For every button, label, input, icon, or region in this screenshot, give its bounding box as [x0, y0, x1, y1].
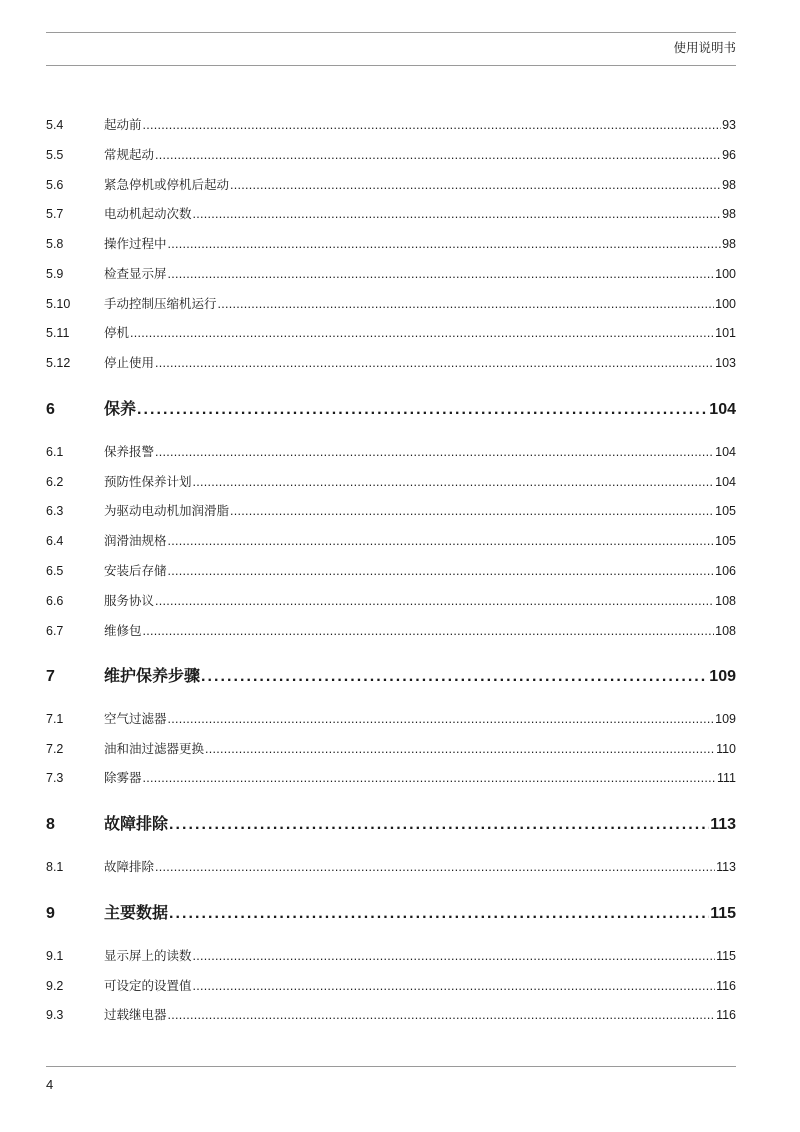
toc-entry-number: 5.7: [46, 207, 64, 221]
toc-entry-number: 6.1: [46, 445, 64, 459]
toc-entry-number: 5.10: [46, 297, 71, 311]
dot-leader: [168, 267, 715, 281]
dot-leader: [155, 445, 714, 459]
toc-entry-title: 手动控制压缩机运行: [104, 297, 217, 311]
toc-entry-page: 110: [716, 742, 736, 756]
toc-entry[interactable]: [46, 115, 736, 133]
toc-chapter-page: 113: [710, 816, 736, 833]
toc-entry[interactable]: [46, 946, 736, 964]
toc-entry-title: 过载继电器: [104, 1008, 167, 1022]
toc-entry[interactable]: [46, 442, 736, 460]
toc-chapter-page: 104: [709, 401, 736, 418]
toc-entry-number: 5.8: [46, 237, 64, 251]
toc-chapter-title: 维护保养步骤: [104, 668, 201, 685]
toc-entry-title: 维修包: [104, 624, 142, 638]
toc-entry[interactable]: [46, 472, 736, 490]
dot-leader: [169, 816, 709, 834]
toc-entry[interactable]: [46, 561, 736, 579]
toc-entry-page: 98: [722, 237, 736, 251]
dot-leader: [143, 771, 716, 785]
toc-entry-title: 可设定的设置值: [104, 979, 192, 993]
toc-entry[interactable]: [46, 234, 736, 252]
dot-leader: [168, 712, 715, 726]
toc-entry[interactable]: [46, 501, 736, 519]
toc-entry[interactable]: [46, 621, 736, 639]
toc-entry-title: 显示屏上的读数: [104, 949, 192, 963]
dot-leader: [155, 860, 715, 874]
dot-leader: [193, 207, 722, 221]
toc-entry-page: 98: [722, 178, 736, 192]
toc-entry-title: 紧急停机或停机后起动: [104, 178, 230, 192]
toc-entry-number: 9.2: [46, 979, 64, 993]
toc-entry-title: 服务协议: [104, 594, 155, 608]
toc-entry-title: 故障排除: [104, 860, 155, 874]
toc-entry-title: 停机: [104, 326, 130, 340]
toc-chapter[interactable]: [46, 663, 736, 685]
toc-entry-title: 操作过程中: [104, 237, 167, 251]
dot-leader: [168, 564, 715, 578]
toc-entry-page: 116: [716, 979, 736, 993]
toc-entry[interactable]: [46, 294, 736, 312]
toc-chapter-title: 故障排除: [104, 816, 169, 833]
header-rule-bottom: [46, 65, 736, 66]
toc-entry-number: 7.2: [46, 742, 64, 756]
toc-entry[interactable]: [46, 264, 736, 282]
toc-entry-page: 108: [715, 594, 736, 608]
toc-entry-number: 6.6: [46, 594, 64, 608]
toc-entry-number: 6.2: [46, 475, 64, 489]
toc-entry-number: 7.3: [46, 771, 64, 785]
dot-leader: [168, 1008, 716, 1022]
toc-entry-page: 106: [715, 564, 736, 578]
toc-entry-title: 除雾器: [104, 771, 142, 785]
toc-entry-number: 6.5: [46, 564, 64, 578]
dot-leader: [169, 905, 709, 923]
dot-leader: [193, 475, 715, 489]
toc-entry-page: 104: [715, 475, 736, 489]
header-rule-top: [46, 32, 736, 33]
toc-entry-title: 空气过滤器: [104, 712, 167, 726]
toc-entry-page: 105: [715, 534, 736, 548]
page-number: 4: [46, 1077, 54, 1092]
toc-chapter-number: 8: [46, 816, 55, 833]
toc-entry-number: 5.11: [46, 326, 70, 340]
toc-entry[interactable]: [46, 1005, 736, 1023]
dot-leader: [155, 594, 714, 608]
toc-entry-page: 101: [715, 326, 736, 340]
document-title: 使用说明书: [673, 41, 736, 55]
toc-entry-number: 8.1: [46, 860, 64, 874]
toc-chapter[interactable]: [46, 811, 736, 833]
toc-entry[interactable]: [46, 145, 736, 163]
toc-chapter-number: 6: [46, 401, 55, 418]
toc-entry[interactable]: [46, 531, 736, 549]
dot-leader: [137, 401, 708, 419]
toc-chapter-number: 7: [46, 668, 55, 685]
toc-entry-page: 100: [715, 267, 736, 281]
toc-entry-page: 116: [716, 1008, 736, 1022]
toc-entry-number: 5.6: [46, 178, 64, 192]
dot-leader: [230, 178, 721, 192]
toc-chapter-number: 9: [46, 905, 55, 922]
toc-entry-number: 7.1: [46, 712, 64, 726]
dot-leader: [168, 534, 715, 548]
dot-leader: [193, 949, 716, 963]
dot-leader: [218, 297, 715, 311]
dot-leader: [201, 668, 708, 686]
toc-entry-number: 9.1: [46, 949, 64, 963]
toc-chapter[interactable]: [46, 900, 736, 922]
toc-entry-page: 103: [715, 356, 736, 370]
toc-entry-page: 104: [715, 445, 736, 459]
toc-entry[interactable]: [46, 768, 736, 786]
toc-entry[interactable]: [46, 709, 736, 727]
toc-chapter-page: 115: [710, 905, 736, 922]
toc-entry[interactable]: [46, 204, 736, 222]
toc-entry-page: 100: [715, 297, 736, 311]
footer-rule: [46, 1066, 736, 1067]
toc-entry-number: 9.3: [46, 1008, 64, 1022]
toc-entry-number: 6.4: [46, 534, 64, 548]
toc-chapter-title: 主要数据: [104, 905, 169, 922]
toc-entry-page: 113: [716, 860, 736, 874]
toc-entry-page: 109: [715, 712, 736, 726]
toc-entry-title: 检查显示屏: [104, 267, 167, 281]
toc-entry-page: 115: [716, 949, 736, 963]
toc-entry-page: 93: [722, 118, 736, 132]
toc-entry[interactable]: [46, 323, 736, 341]
dot-leader: [193, 979, 716, 993]
toc-chapter-page: 109: [709, 668, 736, 685]
dot-leader: [205, 742, 715, 756]
toc-entry-page: 98: [722, 207, 736, 221]
toc-entry-title: 油和油过滤器更换: [104, 742, 205, 756]
toc-entry-number: 5.12: [46, 356, 71, 370]
toc-entry[interactable]: [46, 857, 736, 875]
dot-leader: [168, 237, 722, 251]
toc-entry-number: 6.7: [46, 624, 64, 638]
dot-leader: [143, 624, 715, 638]
toc-entry-title: 电动机起动次数: [104, 207, 192, 221]
toc-entry[interactable]: [46, 976, 736, 994]
toc-entry[interactable]: [46, 353, 736, 371]
toc-entry-number: 5.5: [46, 148, 64, 162]
toc-entry-number: 5.9: [46, 267, 64, 281]
dot-leader: [143, 118, 722, 132]
toc-entry-title: 保养报警: [104, 445, 155, 459]
toc-chapter[interactable]: [46, 396, 736, 418]
toc-entry-number: 5.4: [46, 118, 64, 132]
toc-entry-title: 起动前: [104, 118, 142, 132]
toc-chapter-title: 保养: [104, 401, 137, 418]
toc-entry-page: 111: [716, 771, 736, 785]
dot-leader: [155, 356, 714, 370]
toc-entry-title: 常规起动: [104, 148, 155, 162]
toc-entry[interactable]: [46, 175, 736, 193]
toc-entry-number: 6.3: [46, 504, 64, 518]
dot-leader: [130, 326, 714, 340]
toc-entry-title: 为驱动电动机加润滑脂: [104, 504, 230, 518]
toc-entry-title: 安装后存储: [104, 564, 167, 578]
dot-leader: [230, 504, 714, 518]
toc-entry-page: 105: [715, 504, 736, 518]
toc-entry[interactable]: [46, 591, 736, 609]
toc-entry-page: 96: [722, 148, 736, 162]
toc-entry-page: 108: [715, 624, 736, 638]
dot-leader: [155, 148, 721, 162]
toc-entry-title: 润滑油规格: [104, 534, 167, 548]
toc-entry-title: 停止使用: [104, 356, 155, 370]
toc-entry[interactable]: [46, 739, 736, 757]
toc-entry-title: 预防性保养计划: [104, 475, 192, 489]
